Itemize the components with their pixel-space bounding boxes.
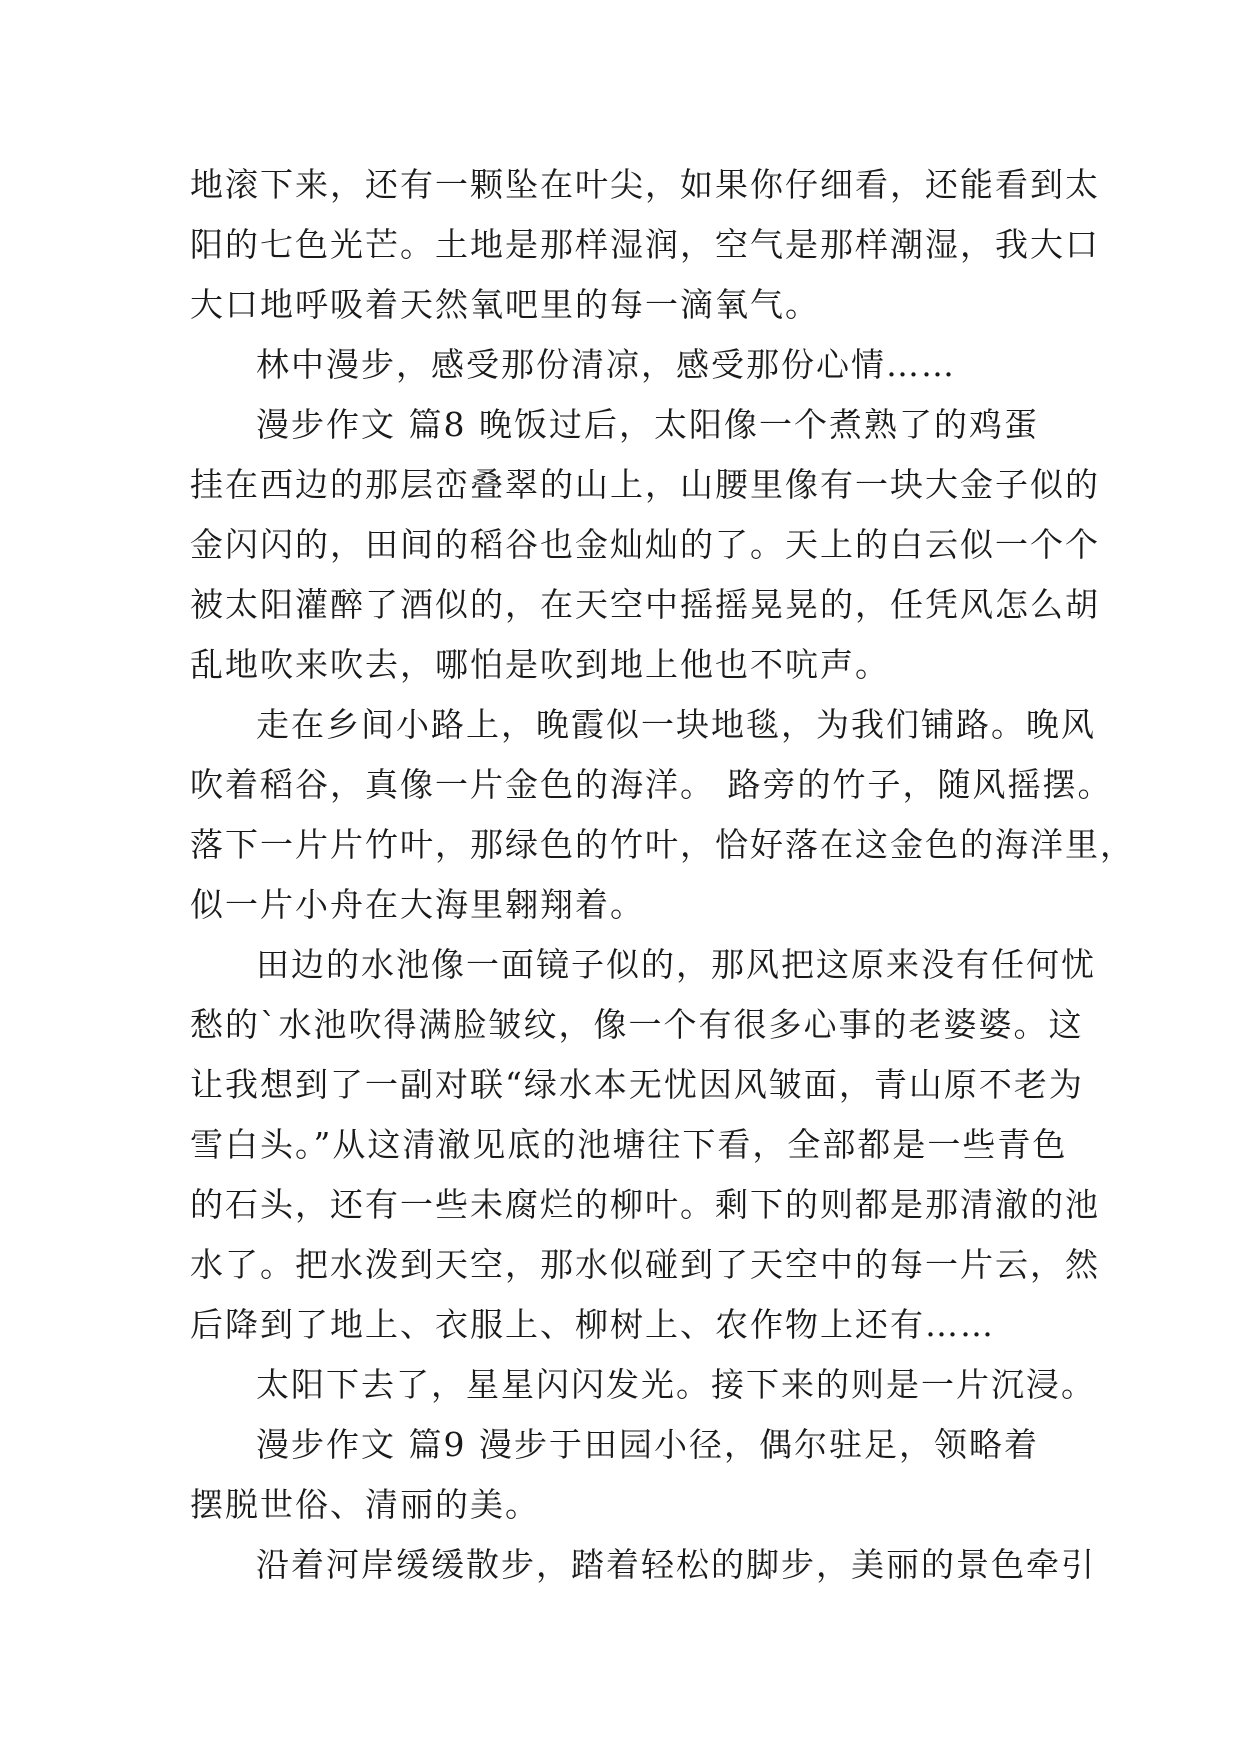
text-line: 沿着河岸缓缓散步，踏着轻松的脚步，美丽的景色牵引 bbox=[256, 1545, 1096, 1584]
text-line: 后降到了地上、衣服上、柳树上、农作物上还有…… bbox=[190, 1305, 995, 1344]
section-heading-line: 漫步作文 篇8 晚饭过后，太阳像一个煮熟了的鸡蛋 bbox=[256, 405, 1039, 444]
text-line: 太阳下去了，星星闪闪发光。接下来的则是一片沉浸。 bbox=[256, 1365, 1096, 1404]
text-line: 田边的水池像一面镜子似的，那风把这原来没有任何忧 bbox=[256, 945, 1096, 984]
text-line: 金闪闪的，田间的稻谷也金灿灿的了。天上的白云似一个个 bbox=[190, 525, 1100, 564]
text-line: 阳的七色光芒。土地是那样湿润，空气是那样潮湿，我大口 bbox=[190, 225, 1100, 264]
text-line: 林中漫步，感受那份清凉，感受那份心情…… bbox=[256, 345, 956, 384]
text-line: 地滚下来，还有一颗坠在叶尖，如果你仔细看，还能看到太 bbox=[190, 165, 1100, 204]
text-line: 大口地呼吸着天然氧吧里的每一滴氧气。 bbox=[190, 285, 820, 324]
text-line: 被太阳灌醉了酒似的，在天空中摇摇晃晃的，任凭风怎么胡 bbox=[190, 585, 1100, 624]
text-line: 吹着稻谷，真像一片金色的海洋。 路旁的竹子，随风摇摆。 bbox=[190, 765, 1113, 804]
text-line: 挂在西边的那层峦叠翠的山上，山腰里像有一块大金子似的 bbox=[190, 465, 1100, 504]
text-line: 摆脱世俗、清丽的美。 bbox=[190, 1485, 540, 1524]
text-line: 乱地吹来吹去，哪怕是吹到地上他也不吭声。 bbox=[190, 645, 890, 684]
text-line: 让我想到了一副对联“绿水本无忧因风皱面，青山原不老为 bbox=[190, 1065, 1084, 1104]
text-line: 水了。把水泼到天空，那水似碰到了天空中的每一片云，然 bbox=[190, 1245, 1100, 1284]
text-line: 落下一片片竹叶，那绿色的竹叶，恰好落在这金色的海洋里， bbox=[190, 825, 1135, 864]
text-line: 愁的`水池吹得满脸皱纹，像一个有很多心事的老婆婆。这 bbox=[190, 1005, 1084, 1044]
text-line: 的石头，还有一些未腐烂的柳叶。剩下的则都是那清澈的池 bbox=[190, 1185, 1100, 1224]
text-line: 雪白头。”从这清澈见底的池塘往下看，全部都是一些青色 bbox=[190, 1125, 1068, 1164]
section-heading-line: 漫步作文 篇9 漫步于田园小径，偶尔驻足，领略着 bbox=[256, 1425, 1039, 1464]
text-line: 似一片小舟在大海里翱翔着。 bbox=[190, 885, 645, 924]
text-line: 走在乡间小路上，晚霞似一块地毯，为我们铺路。晚风 bbox=[256, 705, 1096, 744]
